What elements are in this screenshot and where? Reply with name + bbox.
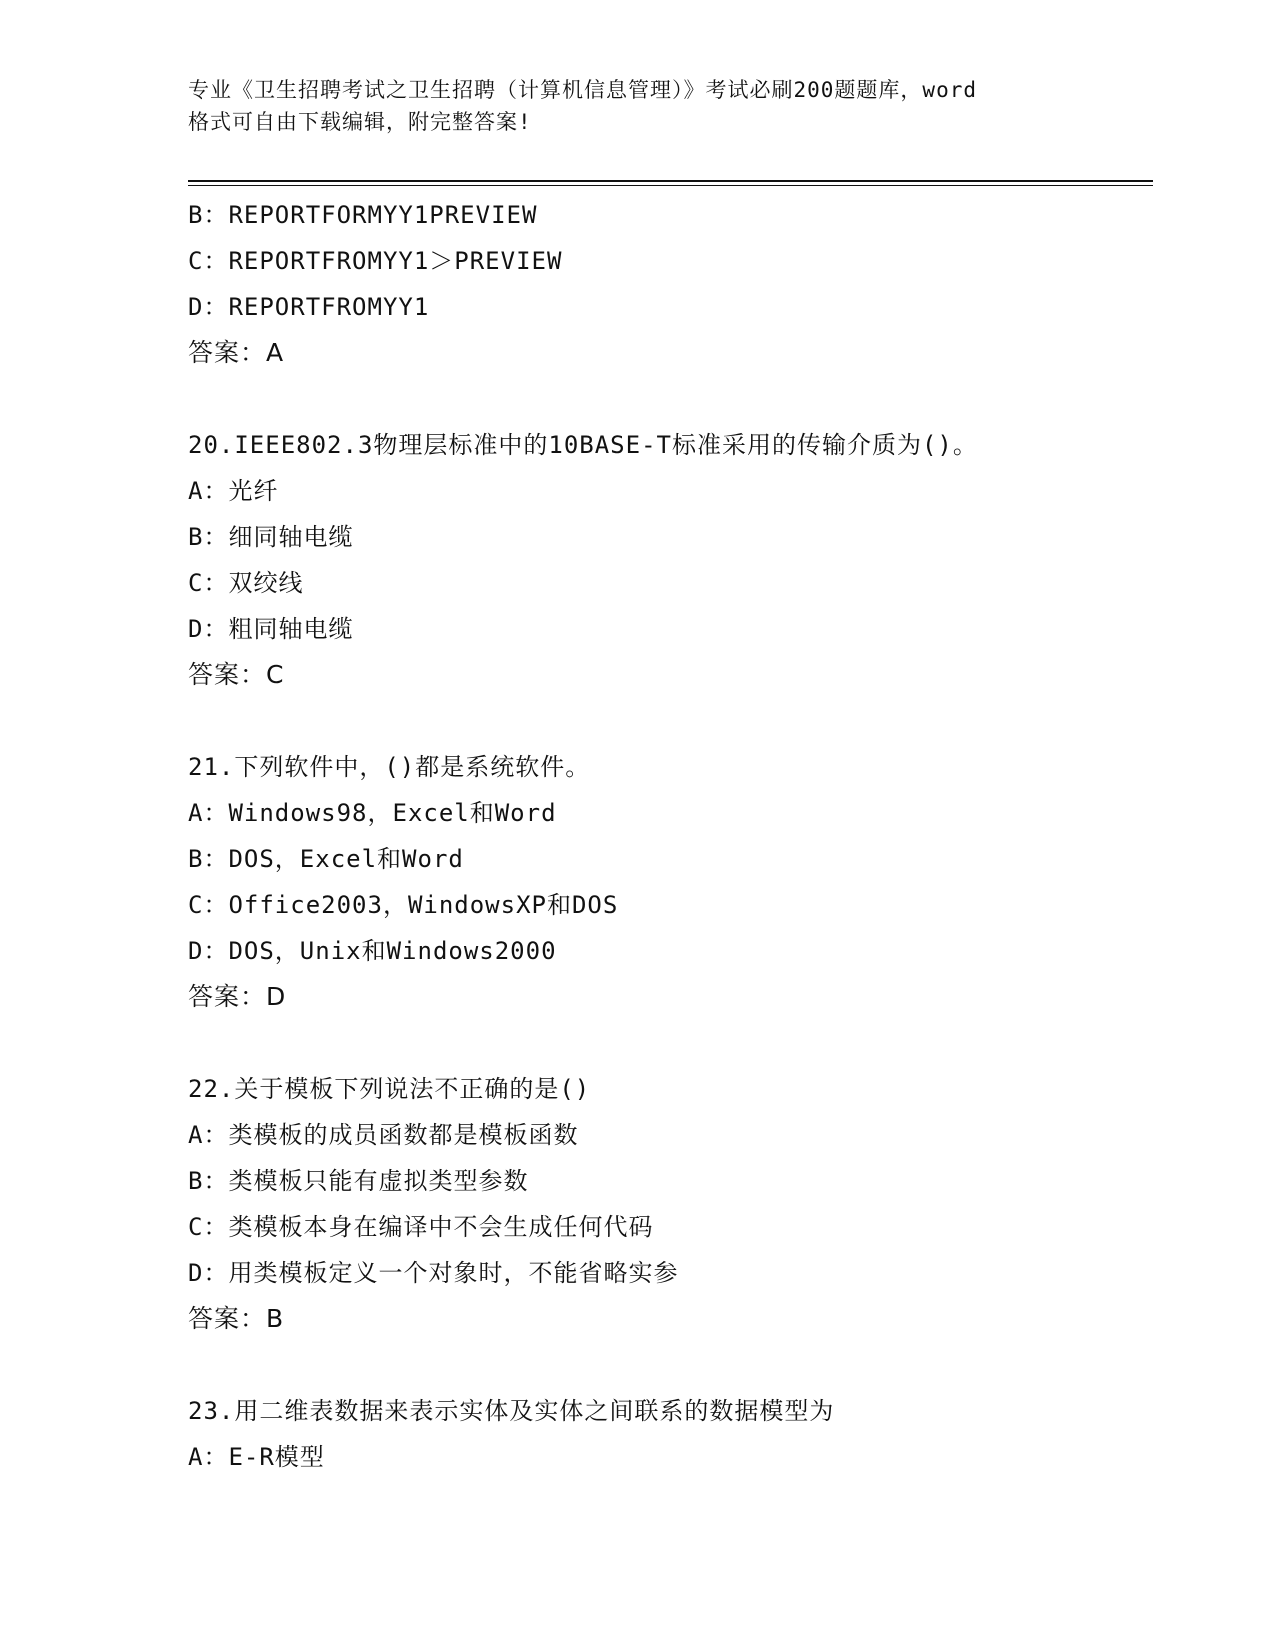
option-a: A：光纤 [188,477,279,505]
question-list [188,192,1153,1480]
answer: 答案：A [188,338,285,367]
option-d: D：用类模板定义一个对象时，不能省略实参 [188,1259,679,1287]
option-a: A：类模板的成员函数都是模板函数 [188,1121,579,1149]
option-d: D：REPORTFROMYY1 [188,293,430,321]
question-stem: 23.用二维表数据来表示实体及实体之间联系的数据模型为 [188,1397,835,1425]
question-20 [188,422,1153,698]
answer: 答案：D [188,982,287,1011]
option-b: B：细同轴电缆 [188,523,354,551]
header-divider-thin [188,185,1153,186]
question-19-tail [188,192,1153,376]
option-c: C：Office2003，WindowsXP和DOS [188,891,619,919]
answer: 答案：B [188,1304,285,1333]
question-stem: 20.IEEE802.3物理层标准中的10BASE-T标准采用的传输介质为()。 [188,431,978,459]
answer: 答案：C [188,660,285,689]
question-21 [188,744,1153,1020]
spacer [188,698,1153,744]
header-divider-thick [188,180,1153,182]
option-d: D：粗同轴电缆 [188,615,354,643]
option-c: C：双绞线 [188,569,304,597]
header-line-2: 格式可自由下载编辑，附完整答案! [188,110,532,134]
document-header [188,74,1088,138]
option-d: D：DOS，Unix和Windows2000 [188,937,557,965]
question-22 [188,1066,1153,1342]
spacer [188,1342,1153,1388]
option-a: A：Windows98，Excel和Word [188,799,557,827]
option-b: B：DOS，Excel和Word [188,845,464,873]
option-a: A：E-R模型 [188,1443,325,1471]
spacer [188,376,1153,422]
spacer [188,1020,1153,1066]
option-c: C：REPORTFROMYY1＞PREVIEW [188,247,563,275]
header-line-1: 专业《卫生招聘考试之卫生招聘（计算机信息管理）》考试必刷200题题库，word [188,78,977,102]
option-c: C：类模板本身在编译中不会生成任何代码 [188,1213,654,1241]
option-b: B：类模板只能有虚拟类型参数 [188,1167,529,1195]
question-stem: 21.下列软件中，()都是系统软件。 [188,753,591,781]
question-stem: 22.关于模板下列说法不正确的是() [188,1075,591,1103]
option-b: B：REPORTFORMYY1PREVIEW [188,201,538,229]
question-23 [188,1388,1153,1480]
